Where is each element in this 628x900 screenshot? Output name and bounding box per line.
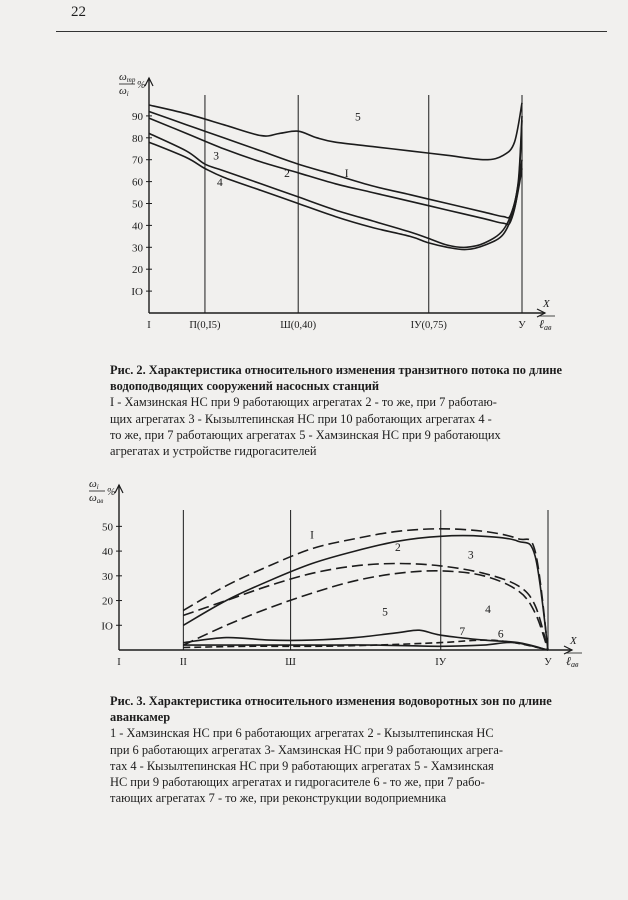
x-tick-label: II <box>179 657 187 668</box>
y-axis-label-denominator: ωав <box>89 492 104 505</box>
series-line-I <box>183 529 548 650</box>
y-tick-label: 80 <box>132 132 143 145</box>
y-tick-label: IO <box>131 286 143 299</box>
y-tick-label: 70 <box>132 154 143 167</box>
x-axis-label-numerator: X <box>570 635 577 647</box>
series-label-4: 4 <box>216 176 223 189</box>
figure-2-caption <box>110 362 580 459</box>
y-tick-label: 20 <box>102 595 113 608</box>
figure-2-legend-line: то же, при 7 работающих агрегатах 5 - Хамзинская НС при 9 работающих <box>110 427 501 442</box>
figure-3-caption <box>110 693 580 806</box>
x-axis-label-denominator: ℓав <box>566 654 579 669</box>
series-label-2: 2 <box>284 168 290 181</box>
series-label-4: 4 <box>485 603 491 616</box>
figure-3-legend-line: при 6 работающих агрегатах 3- Хамзинская НС при 9 работающих агрега- <box>110 742 504 757</box>
y-tick-label: 40 <box>102 546 113 559</box>
figure-3-legend-line: тающих агрегатах 7 - то же, при реконструкции водоприемника <box>110 791 447 806</box>
series-line-2 <box>183 536 548 650</box>
figure-2-legend-line: I - Хамзинская НС при 9 работающих агрегатах 2 - то же, при 7 работаю- <box>110 395 497 410</box>
figure-2-title: Рис. 2. Характеристика относительного изменения транзитного потока по длине водоподводящих сооружений насосных станций <box>110 363 563 394</box>
series-label-6: 6 <box>497 628 504 641</box>
eddy-zones-chart <box>0 455 628 690</box>
y-tick-label: 20 <box>132 264 143 277</box>
y-axis-label-numerator: ωi <box>89 478 99 491</box>
y-axis-label-denominator: ωi <box>119 85 129 98</box>
figure-3-title: Рис. 3. Характеристика относительного изменения водоворотных зон по длине аванкамер <box>110 694 552 725</box>
series-label-7: 7 <box>459 626 466 639</box>
series-label-I: I <box>344 168 349 181</box>
y-tick-label: 90 <box>132 110 143 123</box>
y-tick-label: 60 <box>132 176 143 189</box>
transit-flow-chart <box>0 0 628 345</box>
y-tick-label: 30 <box>102 570 113 583</box>
x-tick-label: Ш(0,40) <box>280 320 317 331</box>
series-label-3: 3 <box>213 150 220 163</box>
y-axis-label-numerator: ωтр <box>119 71 136 84</box>
y-axis-unit: % <box>107 487 116 498</box>
x-tick-label: IУ(0,75) <box>410 320 447 331</box>
x-tick-label: I <box>147 320 151 331</box>
x-axis-label-numerator: X <box>543 298 550 310</box>
figure-2-legend-line: щих агрегатах 3 - Кызылтепинская НС при 10 работающих агрегатах 4 - <box>110 411 492 426</box>
x-tick-label: У <box>544 657 552 668</box>
figure-3-legend-line: тах 4 - Кызылтепинская НС при 9 работающих агрегатах 5 - Хамзинская <box>110 758 494 773</box>
series-label-5: 5 <box>382 606 388 619</box>
y-tick-label: 50 <box>132 198 143 211</box>
figure-3-legend-line: 1 - Хамзинская НС при 6 работающих агрегатах 2 - Кызылтепинская НС <box>110 726 494 741</box>
x-tick-label: IУ <box>435 657 447 668</box>
series-label-5: 5 <box>355 111 361 124</box>
page-number: 22 <box>71 4 86 20</box>
x-tick-label: П(0,I5) <box>189 320 221 331</box>
x-tick-label: У <box>518 320 526 331</box>
x-tick-label: Ш <box>285 657 296 668</box>
y-axis-unit: % <box>137 80 146 91</box>
figure-2-legend-line: агрегатах и устройстве гидрогасителей <box>110 444 317 459</box>
y-tick-label: IO <box>101 620 113 633</box>
x-tick-label: I <box>117 657 121 668</box>
y-tick-label: 30 <box>132 242 143 255</box>
y-tick-label: 50 <box>102 521 113 534</box>
figure-3-legend-line: НС при 9 работающих агрегатах и гидрогасителе 6 - то же, при 7 рабо- <box>110 775 485 790</box>
series-label-3: 3 <box>467 549 474 562</box>
series-label-I: I <box>310 529 314 542</box>
series-label-2: 2 <box>394 542 401 555</box>
x-axis-label-denominator: ℓав <box>539 317 552 332</box>
series-line-6 <box>183 642 548 650</box>
y-tick-label: 40 <box>132 220 143 233</box>
